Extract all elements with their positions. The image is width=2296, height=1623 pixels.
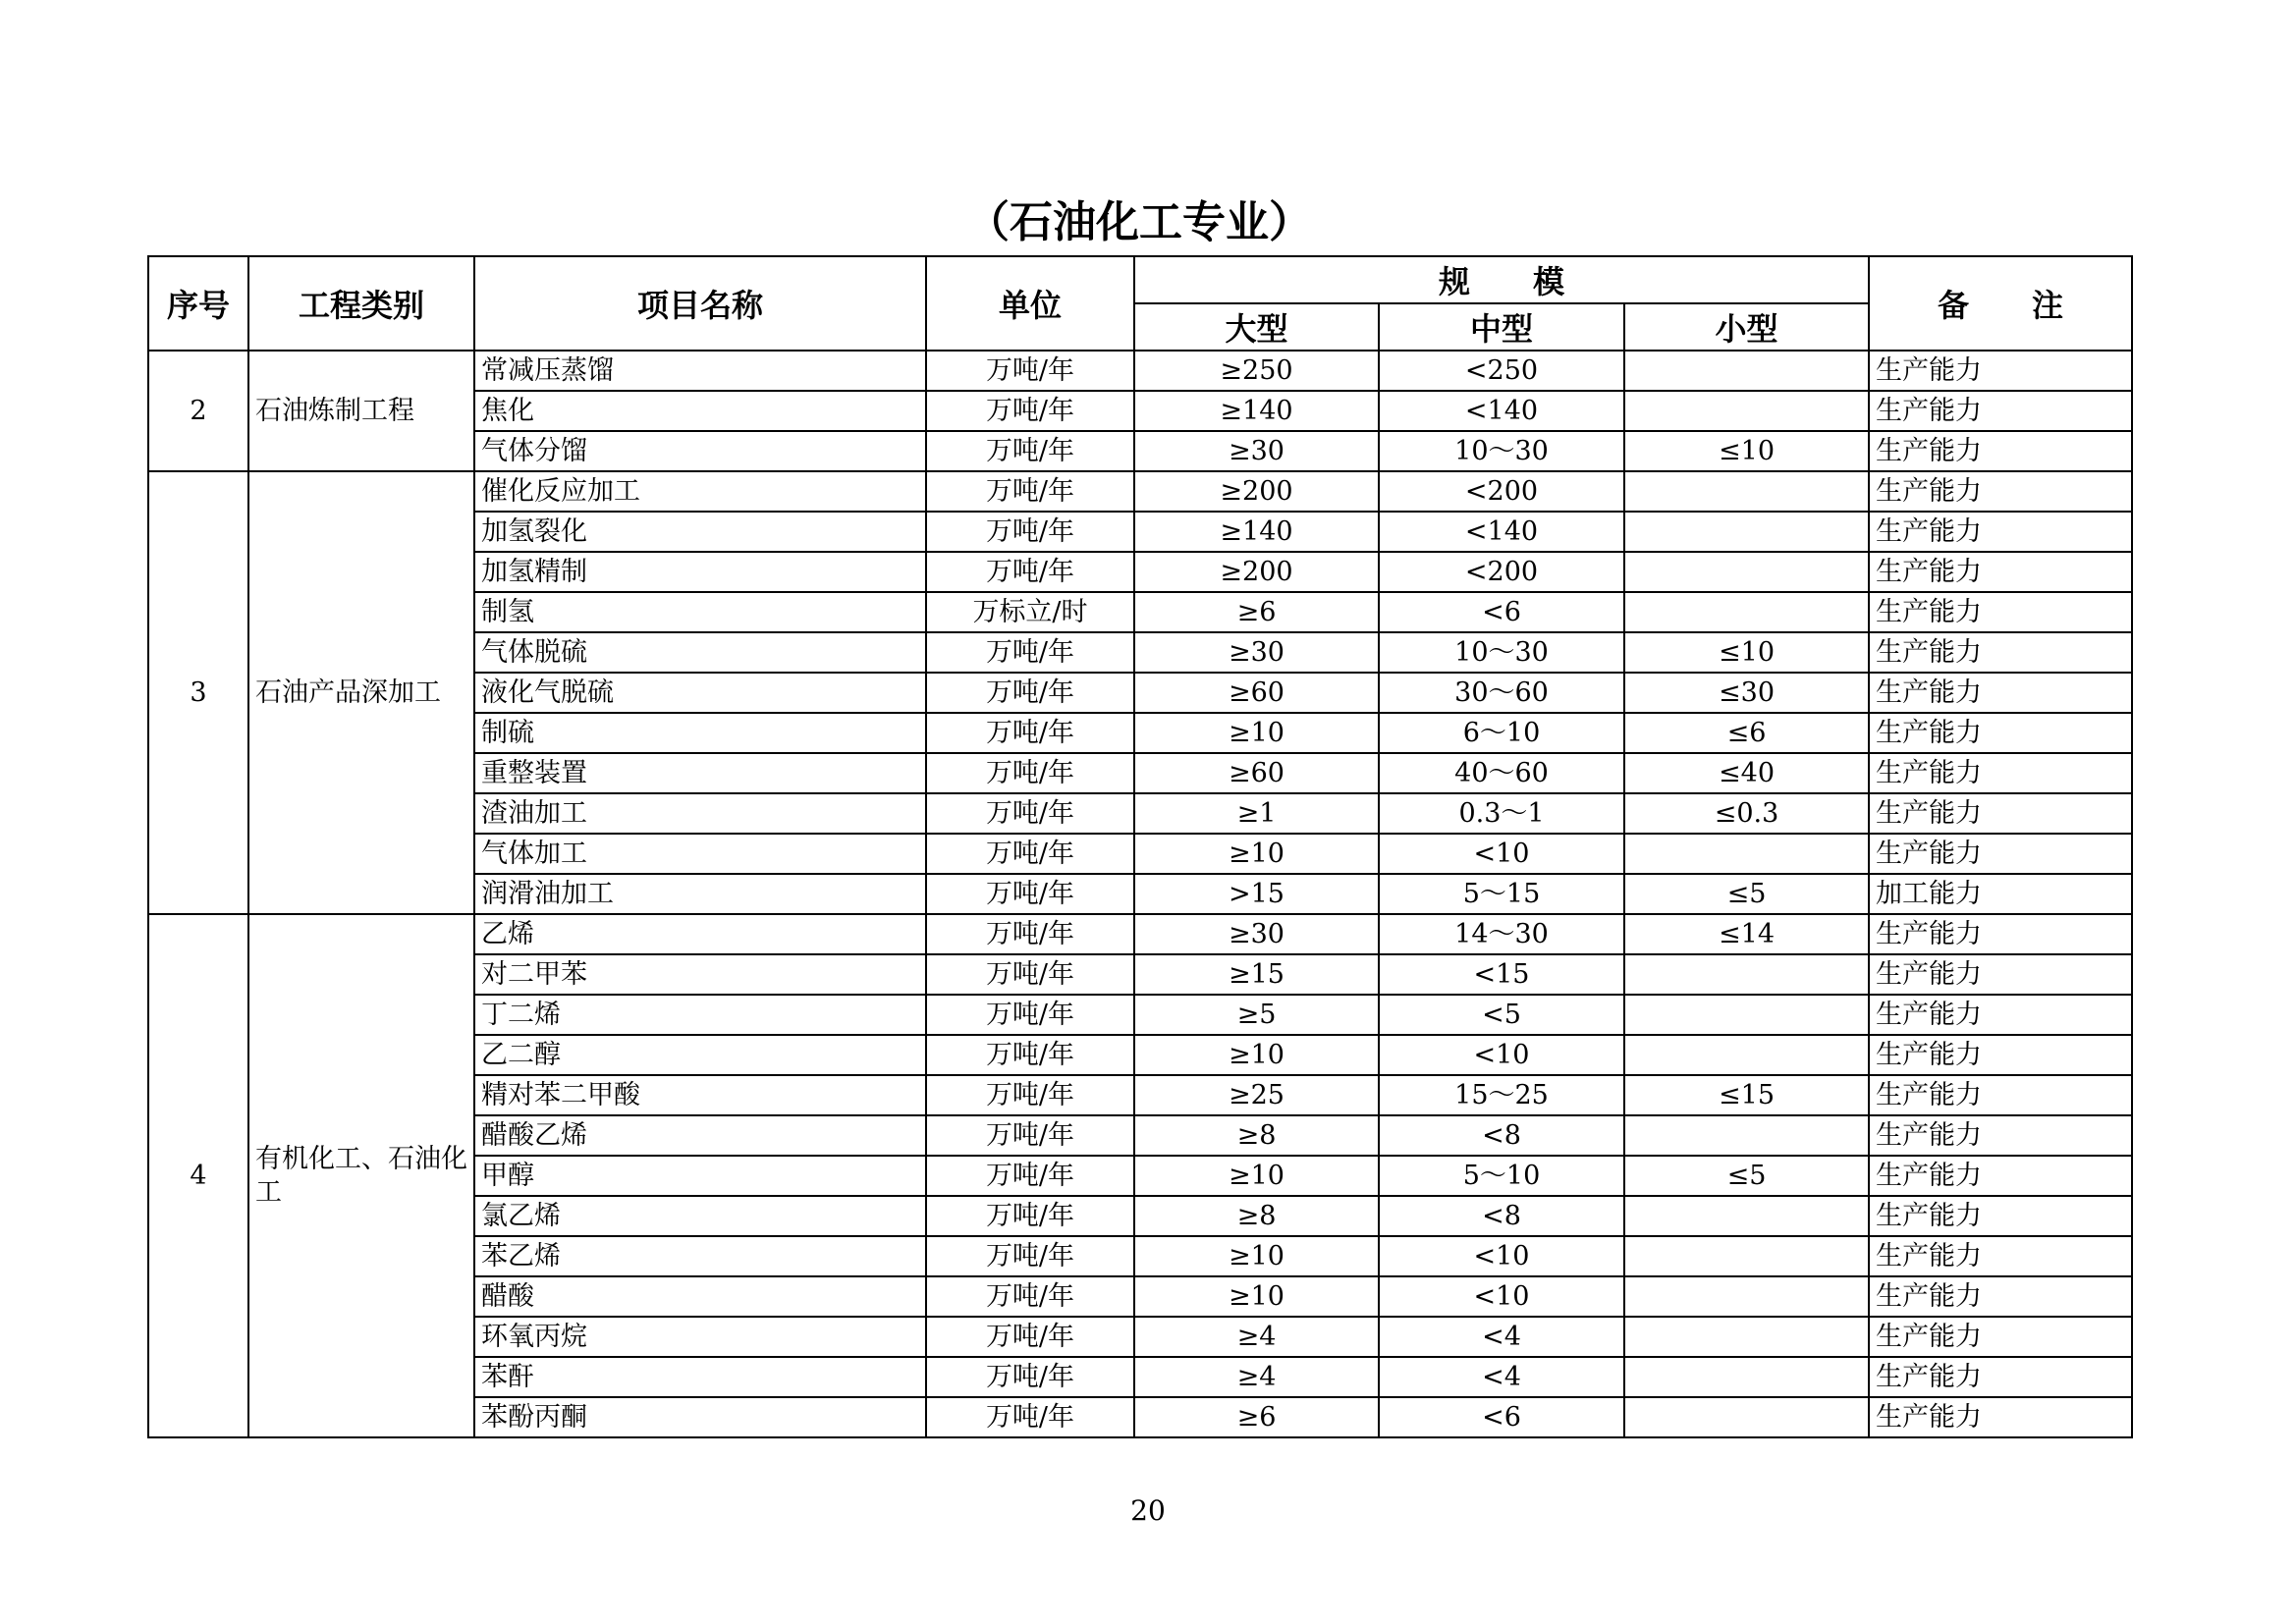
cell-project: 加氢精制	[474, 552, 926, 592]
cell-small: ≤10	[1624, 431, 1869, 471]
header-seq: 序号	[148, 256, 248, 351]
header-category: 工程类别	[248, 256, 474, 351]
cell-medium: <250	[1379, 351, 1624, 391]
cell-remark: 生产能力	[1869, 552, 2132, 592]
cell-unit: 万吨/年	[926, 673, 1134, 713]
cell-remark: 生产能力	[1869, 1357, 2132, 1397]
cell-remark: 生产能力	[1869, 1276, 2132, 1317]
cell-medium: <8	[1379, 1115, 1624, 1156]
cell-large: ≥10	[1134, 713, 1379, 753]
cell-remark: 生产能力	[1869, 914, 2132, 954]
cell-small: ≤0.3	[1624, 793, 1869, 834]
cell-large: ≥250	[1134, 351, 1379, 391]
cell-remark: 生产能力	[1869, 1196, 2132, 1236]
cell-unit: 万吨/年	[926, 1156, 1134, 1196]
cell-project: 甲醇	[474, 1156, 926, 1196]
cell-small	[1624, 1236, 1869, 1276]
cell-large: ≥60	[1134, 753, 1379, 793]
cell-large: ≥10	[1134, 1156, 1379, 1196]
cell-large: ≥200	[1134, 471, 1379, 512]
cell-remark: 生产能力	[1869, 1317, 2132, 1357]
cell-project: 气体分馏	[474, 431, 926, 471]
cell-unit: 万吨/年	[926, 391, 1134, 431]
cell-large: ≥1	[1134, 793, 1379, 834]
cell-medium: 10～30	[1379, 632, 1624, 673]
cell-small: ≤30	[1624, 673, 1869, 713]
header-project: 项目名称	[474, 256, 926, 351]
cell-project: 气体脱硫	[474, 632, 926, 673]
cell-unit: 万标立/时	[926, 592, 1134, 632]
cell-remark: 生产能力	[1869, 391, 2132, 431]
group-seq: 4	[148, 914, 248, 1437]
cell-small	[1624, 954, 1869, 995]
cell-remark: 生产能力	[1869, 995, 2132, 1035]
cell-medium: 14～30	[1379, 914, 1624, 954]
cell-remark: 生产能力	[1869, 471, 2132, 512]
cell-remark: 生产能力	[1869, 834, 2132, 874]
cell-project: 常减压蒸馏	[474, 351, 926, 391]
cell-unit: 万吨/年	[926, 834, 1134, 874]
header-small: 小型	[1624, 303, 1869, 351]
cell-unit: 万吨/年	[926, 1035, 1134, 1075]
cell-large: ≥140	[1134, 512, 1379, 552]
cell-small	[1624, 1397, 1869, 1437]
cell-large: >15	[1134, 874, 1379, 914]
cell-small: ≤40	[1624, 753, 1869, 793]
cell-project: 对二甲苯	[474, 954, 926, 995]
cell-project: 焦化	[474, 391, 926, 431]
cell-small: ≤10	[1624, 632, 1869, 673]
cell-medium: <15	[1379, 954, 1624, 995]
cell-small: ≤6	[1624, 713, 1869, 753]
cell-remark: 生产能力	[1869, 431, 2132, 471]
header-remark: 备 注	[1869, 256, 2132, 351]
cell-project: 乙烯	[474, 914, 926, 954]
cell-large: ≥200	[1134, 552, 1379, 592]
cell-small: ≤5	[1624, 1156, 1869, 1196]
cell-medium: <10	[1379, 1276, 1624, 1317]
cell-project: 气体加工	[474, 834, 926, 874]
cell-project: 乙二醇	[474, 1035, 926, 1075]
cell-medium: 15～25	[1379, 1075, 1624, 1115]
cell-project: 制硫	[474, 713, 926, 753]
cell-unit: 万吨/年	[926, 471, 1134, 512]
cell-medium: 5～15	[1379, 874, 1624, 914]
cell-unit: 万吨/年	[926, 1196, 1134, 1236]
page-number: 20	[1130, 1494, 1166, 1527]
cell-medium: 40～60	[1379, 753, 1624, 793]
cell-remark: 生产能力	[1869, 592, 2132, 632]
cell-large: ≥25	[1134, 1075, 1379, 1115]
cell-unit: 万吨/年	[926, 1075, 1134, 1115]
cell-remark: 生产能力	[1869, 1397, 2132, 1437]
cell-large: ≥4	[1134, 1317, 1379, 1357]
group-category: 有机化工、石油化工	[248, 914, 474, 1437]
group-seq: 3	[148, 471, 248, 914]
cell-project: 制氢	[474, 592, 926, 632]
header-unit: 单位	[926, 256, 1134, 351]
cell-medium: <4	[1379, 1317, 1624, 1357]
cell-remark: 加工能力	[1869, 874, 2132, 914]
cell-project: 苯酚丙酮	[474, 1397, 926, 1437]
cell-remark: 生产能力	[1869, 1035, 2132, 1075]
cell-large: ≥6	[1134, 1397, 1379, 1437]
cell-remark: 生产能力	[1869, 1156, 2132, 1196]
cell-small	[1624, 391, 1869, 431]
cell-small	[1624, 592, 1869, 632]
table-body	[148, 351, 2132, 1437]
cell-small	[1624, 471, 1869, 512]
cell-remark: 生产能力	[1869, 351, 2132, 391]
cell-medium: <140	[1379, 512, 1624, 552]
cell-small	[1624, 1317, 1869, 1357]
cell-large: ≥60	[1134, 673, 1379, 713]
cell-medium: 5～10	[1379, 1156, 1624, 1196]
cell-remark: 生产能力	[1869, 1236, 2132, 1276]
cell-small	[1624, 512, 1869, 552]
cell-project: 醋酸乙烯	[474, 1115, 926, 1156]
cell-medium: <200	[1379, 471, 1624, 512]
header-scale: 规 模	[1134, 256, 1869, 303]
cell-large: ≥8	[1134, 1196, 1379, 1236]
cell-medium: <6	[1379, 592, 1624, 632]
cell-project: 氯乙烯	[474, 1196, 926, 1236]
cell-small	[1624, 995, 1869, 1035]
header-row-top	[148, 256, 2132, 303]
cell-unit: 万吨/年	[926, 1276, 1134, 1317]
cell-medium: <6	[1379, 1397, 1624, 1437]
scale-standard-table	[147, 255, 2133, 1438]
cell-unit: 万吨/年	[926, 431, 1134, 471]
cell-project: 环氧丙烷	[474, 1317, 926, 1357]
cell-large: ≥10	[1134, 1276, 1379, 1317]
cell-remark: 生产能力	[1869, 954, 2132, 995]
cell-unit: 万吨/年	[926, 512, 1134, 552]
cell-medium: <200	[1379, 552, 1624, 592]
cell-project: 液化气脱硫	[474, 673, 926, 713]
cell-small	[1624, 552, 1869, 592]
cell-small	[1624, 351, 1869, 391]
cell-project: 丁二烯	[474, 995, 926, 1035]
cell-medium: <5	[1379, 995, 1624, 1035]
cell-remark: 生产能力	[1869, 1075, 2132, 1115]
table-row	[148, 914, 2132, 954]
cell-unit: 万吨/年	[926, 995, 1134, 1035]
cell-large: ≥140	[1134, 391, 1379, 431]
cell-medium: <8	[1379, 1196, 1624, 1236]
cell-large: ≥8	[1134, 1115, 1379, 1156]
cell-project: 润滑油加工	[474, 874, 926, 914]
cell-small	[1624, 1035, 1869, 1075]
cell-project: 醋酸	[474, 1276, 926, 1317]
cell-unit: 万吨/年	[926, 351, 1134, 391]
cell-project: 精对苯二甲酸	[474, 1075, 926, 1115]
cell-project: 重整装置	[474, 753, 926, 793]
cell-remark: 生产能力	[1869, 632, 2132, 673]
cell-remark: 生产能力	[1869, 713, 2132, 753]
cell-unit: 万吨/年	[926, 1397, 1134, 1437]
cell-small	[1624, 1276, 1869, 1317]
cell-small	[1624, 834, 1869, 874]
cell-project: 苯乙烯	[474, 1236, 926, 1276]
cell-unit: 万吨/年	[926, 954, 1134, 995]
cell-project: 加氢裂化	[474, 512, 926, 552]
cell-unit: 万吨/年	[926, 1357, 1134, 1397]
cell-unit: 万吨/年	[926, 1236, 1134, 1276]
cell-large: ≥10	[1134, 1035, 1379, 1075]
cell-large: ≥10	[1134, 834, 1379, 874]
cell-remark: 生产能力	[1869, 673, 2132, 713]
cell-unit: 万吨/年	[926, 713, 1134, 753]
group-category: 石油产品深加工	[248, 471, 474, 914]
group-category: 石油炼制工程	[248, 351, 474, 471]
cell-unit: 万吨/年	[926, 914, 1134, 954]
cell-project: 苯酐	[474, 1357, 926, 1397]
header-large: 大型	[1134, 303, 1379, 351]
cell-remark: 生产能力	[1869, 512, 2132, 552]
cell-large: ≥5	[1134, 995, 1379, 1035]
cell-large: ≥30	[1134, 914, 1379, 954]
cell-medium: 0.3～1	[1379, 793, 1624, 834]
cell-unit: 万吨/年	[926, 632, 1134, 673]
cell-medium: 6～10	[1379, 713, 1624, 753]
cell-unit: 万吨/年	[926, 753, 1134, 793]
cell-small: ≤5	[1624, 874, 1869, 914]
cell-unit: 万吨/年	[926, 793, 1134, 834]
cell-remark: 生产能力	[1869, 753, 2132, 793]
cell-project: 渣油加工	[474, 793, 926, 834]
cell-medium: <10	[1379, 1236, 1624, 1276]
page-title: （石油化工专业）	[966, 197, 1312, 247]
cell-small: ≤15	[1624, 1075, 1869, 1115]
cell-medium: <10	[1379, 1035, 1624, 1075]
cell-unit: 万吨/年	[926, 552, 1134, 592]
cell-remark: 生产能力	[1869, 793, 2132, 834]
cell-small	[1624, 1196, 1869, 1236]
cell-medium: 10～30	[1379, 431, 1624, 471]
cell-unit: 万吨/年	[926, 1115, 1134, 1156]
cell-small	[1624, 1115, 1869, 1156]
cell-remark: 生产能力	[1869, 1115, 2132, 1156]
cell-large: ≥4	[1134, 1357, 1379, 1397]
cell-large: ≥15	[1134, 954, 1379, 995]
cell-unit: 万吨/年	[926, 1317, 1134, 1357]
cell-large: ≥30	[1134, 632, 1379, 673]
cell-large: ≥10	[1134, 1236, 1379, 1276]
cell-small: ≤14	[1624, 914, 1869, 954]
cell-unit: 万吨/年	[926, 874, 1134, 914]
cell-medium: <10	[1379, 834, 1624, 874]
cell-large: ≥6	[1134, 592, 1379, 632]
cell-small	[1624, 1357, 1869, 1397]
table-row	[148, 471, 2132, 512]
cell-project: 催化反应加工	[474, 471, 926, 512]
cell-medium: 30～60	[1379, 673, 1624, 713]
group-seq: 2	[148, 351, 248, 471]
cell-medium: <4	[1379, 1357, 1624, 1397]
cell-medium: <140	[1379, 391, 1624, 431]
table-row	[148, 351, 2132, 391]
cell-large: ≥30	[1134, 431, 1379, 471]
header-medium: 中型	[1379, 303, 1624, 351]
